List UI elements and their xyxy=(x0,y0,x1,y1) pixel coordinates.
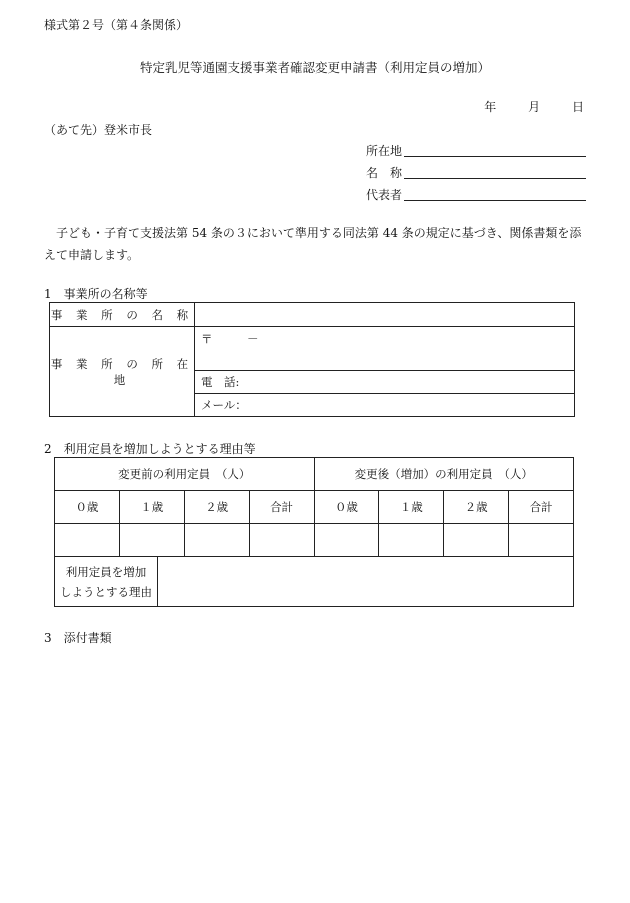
facility-phone-field[interactable]: 電 話: xyxy=(195,371,575,394)
facility-name-field[interactable] xyxy=(195,303,575,327)
reason-label xyxy=(55,557,158,607)
reason-label-line1: 利用定員を増加 xyxy=(65,564,147,579)
reason-table xyxy=(54,556,574,607)
applicant-address-label: 所在地 xyxy=(366,144,403,158)
applicant-rep-field[interactable] xyxy=(404,186,586,201)
before-capacity-header: 変更前の利用定員 （人） xyxy=(55,458,315,491)
applicant-rep-label: 代表者 xyxy=(366,188,403,202)
facility-name-label: 事 業 所 の 名 称 xyxy=(50,303,195,327)
addressee: （あて先）登米市長 xyxy=(44,123,153,137)
capacity-input-cell[interactable] xyxy=(55,524,120,557)
age-col-header: ２歳 xyxy=(444,491,509,524)
reason-field[interactable] xyxy=(158,557,574,607)
capacity-input-cell[interactable] xyxy=(444,524,509,557)
document-title: 特定乳児等通園支援事業者確認変更申請書（利用定員の増加） xyxy=(139,60,490,75)
applicant-name-field[interactable] xyxy=(404,164,586,179)
date-day: 日 xyxy=(571,100,584,114)
age-col-header: １歳 xyxy=(379,491,444,524)
capacity-input-cell[interactable] xyxy=(314,524,379,557)
capacity-input-cell[interactable] xyxy=(509,524,574,557)
date-line xyxy=(484,98,584,115)
form-number: 様式第２号（第４条関係） xyxy=(44,18,189,32)
facility-email-field[interactable]: メール： xyxy=(195,394,575,417)
facility-info-table xyxy=(49,302,575,417)
total-col-header: 合計 xyxy=(509,491,574,524)
age-col-header: １歳 xyxy=(119,491,184,524)
facility-postal-field[interactable]: 〒 － xyxy=(195,327,575,371)
capacity-input-cell[interactable] xyxy=(379,524,444,557)
applicant-address-row xyxy=(366,142,586,159)
date-month: 月 xyxy=(528,100,541,114)
application-statement: 子ども・子育て支援法第 54 条の３において準用する同法第 44 条の規定に基づき、関係書類を添えて申請します。 xyxy=(44,226,582,262)
capacity-input-cell[interactable] xyxy=(119,524,184,557)
section3-heading: 3 添付書類 xyxy=(44,631,112,645)
age-col-header: ２歳 xyxy=(184,491,249,524)
capacity-input-cell[interactable] xyxy=(249,524,314,557)
facility-address-label: 事 業 所 の 所 在 地 xyxy=(50,327,195,417)
capacity-input-cell[interactable] xyxy=(184,524,249,557)
reason-label-line2: しようとする理由 xyxy=(60,584,152,599)
section1-heading: 1 事業所の名称等 xyxy=(44,287,148,301)
applicant-address-field[interactable] xyxy=(404,142,586,157)
after-capacity-header: 変更後（増加）の利用定員 （人） xyxy=(314,458,574,491)
date-year: 年 xyxy=(484,100,497,114)
section2-heading: 2 利用定員を増加しようとする理由等 xyxy=(44,442,256,456)
age-col-header: ０歳 xyxy=(55,491,120,524)
total-col-header: 合計 xyxy=(249,491,314,524)
applicant-name-label: 名 称 xyxy=(366,166,403,180)
applicant-name-row xyxy=(366,164,586,181)
capacity-table xyxy=(54,457,574,557)
applicant-rep-row xyxy=(366,186,586,203)
age-col-header: ０歳 xyxy=(314,491,379,524)
